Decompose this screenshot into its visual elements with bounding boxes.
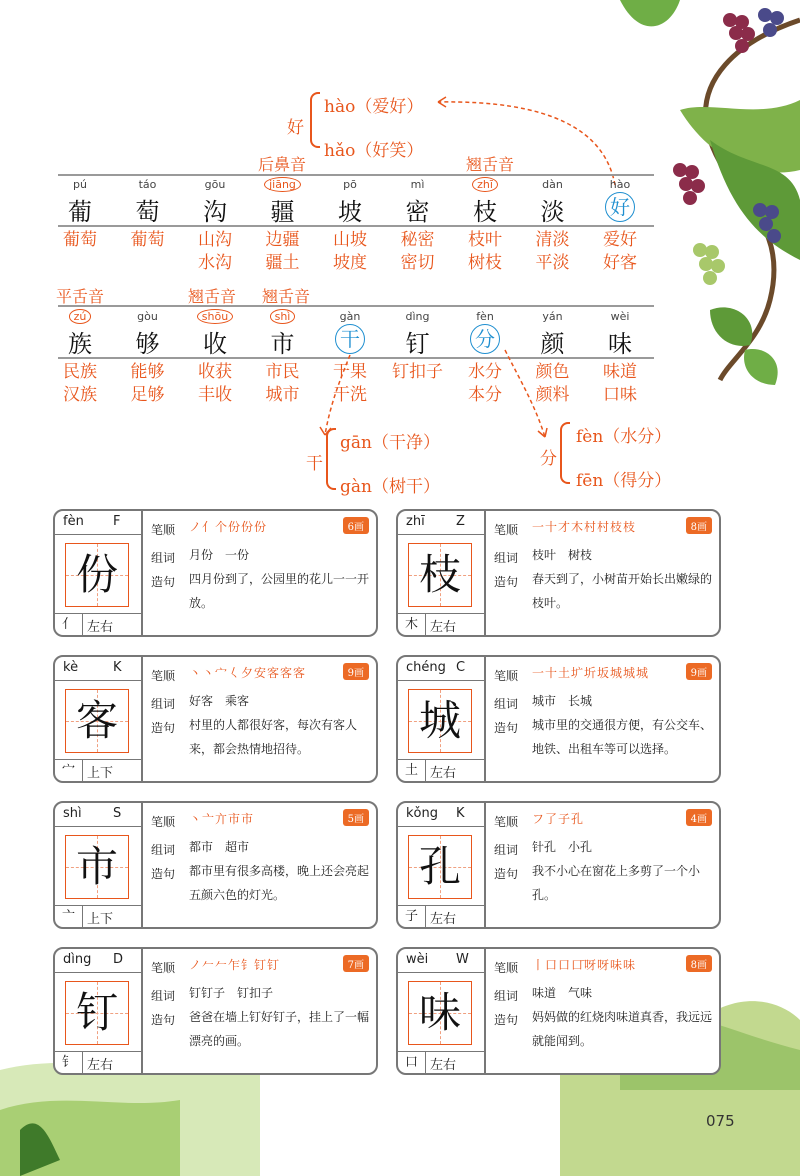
card-structure: 上下	[87, 766, 114, 781]
poly-hao-char: 好	[287, 118, 304, 138]
poly-gan-brace	[326, 428, 336, 490]
card-pinyin: chéng	[406, 660, 446, 675]
row1-word: 好客	[603, 253, 637, 273]
strokes-label: 笔顺	[151, 523, 176, 537]
note-qiaoshe-3: 翘舌音	[262, 287, 311, 306]
sentence-label: 造句	[494, 721, 519, 735]
row1-pinyin: pō	[343, 178, 357, 191]
poly-hao-reading-2: hǎo（好笑）	[324, 141, 424, 161]
card-radical: 亻	[55, 614, 83, 636]
rule-bottom-1	[58, 225, 654, 227]
card-words: 都市 超市	[189, 840, 250, 854]
row2-word: 干果	[333, 362, 367, 382]
poly-fen-reading-1: fèn（水分）	[576, 427, 672, 447]
char-card	[396, 947, 721, 1075]
row2-char: 味	[608, 330, 632, 358]
card-radical: 口	[398, 1052, 426, 1074]
card-sentence: 村里的人都很好客，每次有客人来，都会热情地招待。	[189, 718, 358, 756]
strokes-label: 笔顺	[151, 815, 176, 829]
sentence-label: 造句	[151, 721, 176, 735]
row1-word: 疆土	[265, 253, 300, 273]
strokes-label: 笔顺	[494, 523, 519, 537]
card-char: 客	[75, 696, 118, 745]
card-words: 城市 长城	[532, 694, 593, 708]
card-strokes: 丶亠亣市市	[189, 812, 255, 826]
row2-char: 钉	[405, 330, 430, 358]
words-label: 组词	[494, 697, 519, 711]
char-card	[396, 655, 721, 783]
strokes-label: 笔顺	[494, 669, 519, 683]
tianzige-grid	[408, 835, 472, 899]
row2-word: 味道	[603, 362, 637, 382]
note-pingshe: 平舌音	[56, 287, 105, 306]
row1-pinyin: jiāng	[253, 178, 313, 191]
card-radical: 木	[398, 614, 426, 636]
row2-word: 颜料	[535, 385, 570, 405]
card-char: 钉	[75, 988, 118, 1037]
strokes-label: 笔顺	[151, 669, 176, 683]
card-pinyin: zhī	[406, 514, 425, 529]
words-label: 组词	[151, 989, 176, 1003]
rule-top-2	[58, 305, 654, 307]
card-radical: 亠	[55, 906, 83, 928]
row1-pinyin: gōu	[204, 178, 226, 191]
row1-word: 平淡	[535, 253, 570, 273]
char-card	[53, 947, 378, 1075]
words-label: 组词	[151, 843, 176, 857]
row1-word: 清淡	[535, 230, 570, 250]
card-words: 枝叶 树枝	[532, 548, 593, 562]
poly-fen-char: 分	[540, 449, 557, 469]
card-letter: W	[456, 952, 469, 967]
row2-word: 丰收	[198, 385, 232, 405]
card-left-panel	[398, 949, 486, 1073]
row2-word: 能够	[130, 362, 165, 382]
row1-words	[248, 229, 318, 275]
row2-char: 分	[455, 324, 515, 354]
strokes-label: 笔顺	[494, 815, 519, 829]
note-qiaoshe-1: 翘舌音	[466, 155, 515, 174]
card-sentence: 城市里的交通很方便，有公交车、地铁、出租车等可以选择。	[532, 718, 713, 756]
card-sentence: 都市里有很多高楼，晚上还会亮起五颜六色的灯光。	[189, 864, 370, 902]
row1-word: 边疆	[265, 230, 300, 250]
card-left-panel	[398, 657, 486, 781]
char-card	[53, 655, 378, 783]
stroke-count-badge: 6画	[343, 517, 369, 534]
row1-pinyin: pú	[73, 178, 87, 191]
card-left-panel	[55, 803, 143, 927]
card-bottom-row	[398, 613, 486, 635]
words-label: 组词	[494, 989, 519, 1003]
card-pinyin-row	[398, 657, 486, 681]
row1-char: 密	[405, 198, 430, 226]
card-words: 月份 一份	[189, 548, 250, 562]
row2-pinyin: shì	[253, 310, 313, 323]
card-right-panel	[494, 949, 716, 1073]
card-left-panel	[398, 803, 486, 927]
poly-hao-reading-1: hào（爱好）	[324, 97, 424, 117]
card-pinyin: fèn	[63, 514, 84, 529]
rule-top-1	[58, 174, 654, 176]
card-left-panel	[398, 511, 486, 635]
row2-word: 收获	[198, 362, 232, 382]
stroke-count-badge: 5画	[343, 809, 369, 826]
card-sentence: 我不小心在窗花上多剪了一个小孔。	[532, 864, 701, 902]
sentence-label: 造句	[151, 575, 176, 589]
card-bottom-row	[398, 905, 486, 927]
row1-words	[518, 229, 588, 275]
card-structure: 上下	[87, 912, 114, 927]
row1-word: 水沟	[198, 253, 232, 273]
card-sentence: 四月份到了，公园里的花儿一一开放。	[189, 572, 370, 610]
card-pinyin: dìng	[63, 952, 92, 967]
poly-gan-reading-2: gàn（树干）	[340, 477, 440, 497]
card-right-panel	[494, 511, 716, 635]
row1-words	[315, 229, 385, 275]
sentence-label: 造句	[494, 575, 519, 589]
char-card	[396, 801, 721, 929]
tianzige-grid	[65, 543, 129, 607]
card-left-panel	[55, 657, 143, 781]
row2-words	[45, 361, 115, 407]
words-label: 组词	[494, 843, 519, 857]
row2-word: 口味	[603, 385, 637, 405]
card-letter: D	[113, 952, 124, 967]
row2-word: 市民	[265, 362, 300, 382]
row1-word: 树枝	[468, 253, 502, 273]
row2-char: 干	[320, 324, 380, 354]
stroke-count-badge: 8画	[686, 517, 712, 534]
strokes-label: 笔顺	[494, 961, 519, 975]
card-letter: S	[113, 806, 122, 821]
card-pinyin-row	[398, 803, 486, 827]
row2-char: 市	[270, 330, 295, 358]
card-pinyin-row	[55, 949, 143, 973]
poly-fen-reading-2: fēn（得分）	[576, 471, 672, 491]
row1-word: 密切	[400, 253, 435, 273]
row1-word: 葡萄	[63, 230, 97, 250]
row1-pinyin: mì	[410, 178, 425, 191]
row1-words	[45, 229, 115, 252]
card-letter: Z	[456, 514, 465, 529]
card-right-panel	[151, 803, 373, 927]
card-char: 味	[418, 988, 461, 1037]
sentence-label: 造句	[151, 867, 176, 881]
row1-word: 坡度	[333, 253, 367, 273]
row1-char: 淡	[540, 198, 565, 226]
card-right-panel	[151, 949, 373, 1073]
card-right-panel	[151, 657, 373, 781]
sentence-label: 造句	[494, 1013, 519, 1027]
card-sentence: 爸爸在墙上钉好钉子，挂上了一幅漂亮的画。	[189, 1010, 370, 1048]
card-pinyin-row	[55, 803, 143, 827]
poly-gan-reading-1: gān（干净）	[340, 433, 440, 453]
card-strokes: 丨口口口̄呀呀味味	[532, 958, 637, 972]
card-char: 枝	[418, 550, 461, 599]
row2-pinyin: zú	[50, 310, 110, 323]
row1-word: 山坡	[333, 230, 367, 250]
card-words: 钉钉子 钉扣子	[189, 986, 274, 1000]
stroke-count-badge: 9画	[343, 663, 369, 680]
card-letter: F	[113, 514, 121, 529]
card-strokes: 一十土圹圻坂城城城	[532, 666, 650, 680]
row2-pinyin: gàn	[339, 310, 361, 323]
card-right-panel	[494, 803, 716, 927]
card-words: 好客 乘客	[189, 694, 250, 708]
stroke-count-badge: 9画	[686, 663, 712, 680]
card-radical: 宀	[55, 760, 83, 782]
card-strokes: フ了子孔	[532, 812, 585, 826]
card-structure: 左右	[430, 620, 457, 635]
tianzige-grid	[408, 981, 472, 1045]
card-strokes: ノ亻个份份份	[189, 520, 268, 534]
row2-char: 颜	[540, 330, 565, 358]
page-number: 075	[706, 1112, 735, 1130]
row2-char: 收	[203, 330, 227, 358]
strokes-label: 笔顺	[151, 961, 176, 975]
tianzige-grid	[65, 835, 129, 899]
card-radical: 子	[398, 906, 426, 928]
row1-char: 萄	[135, 198, 160, 226]
row1-words	[180, 229, 250, 275]
card-words: 针孔 小孔	[532, 840, 593, 854]
row2-words	[585, 361, 655, 407]
card-strokes: 一十才木村村枝枝	[532, 520, 637, 534]
card-pinyin-row	[398, 511, 486, 535]
row2-word: 钉扣子	[392, 362, 443, 382]
row1-word: 葡萄	[130, 230, 165, 250]
card-radical: 钅	[55, 1052, 83, 1074]
card-bottom-row	[55, 1051, 143, 1073]
poly-hao-brace	[310, 92, 320, 148]
card-pinyin-row	[55, 511, 143, 535]
row2-word: 干洗	[333, 385, 367, 405]
note-houbiyin: 后鼻音	[258, 155, 307, 174]
row1-word: 枝叶	[468, 230, 502, 250]
card-bottom-row	[55, 613, 143, 635]
row1-pinyin: hào	[609, 178, 631, 191]
row1-pinyin: dàn	[542, 178, 563, 191]
char-card	[396, 509, 721, 637]
card-radical: 土	[398, 760, 426, 782]
row2-word: 颜色	[535, 362, 570, 382]
row2-pinyin: gòu	[137, 310, 158, 323]
card-pinyin: shì	[63, 806, 82, 821]
row1-char: 葡	[68, 198, 92, 226]
card-letter: C	[456, 660, 466, 675]
card-pinyin-row	[55, 657, 143, 681]
card-char: 份	[75, 550, 118, 599]
row1-words	[383, 229, 453, 275]
row2-words	[383, 361, 453, 384]
row2-word: 足够	[130, 385, 165, 405]
stroke-count-badge: 4画	[686, 809, 712, 826]
row2-pinyin: yán	[542, 310, 563, 323]
sentence-label: 造句	[151, 1013, 176, 1027]
row2-word: 汉族	[63, 385, 97, 405]
row2-char: 族	[68, 330, 92, 358]
row2-words	[113, 361, 183, 407]
card-left-panel	[55, 949, 143, 1073]
card-pinyin-row	[398, 949, 486, 973]
card-bottom-row	[55, 905, 143, 927]
card-structure: 左右	[430, 766, 457, 781]
card-strokes: ノ𠂉𠂉乍钅钉钉	[189, 958, 281, 972]
row1-pinyin: táo	[138, 178, 157, 191]
card-structure: 左右	[430, 1058, 457, 1073]
row1-pinyin: zhī	[455, 178, 515, 191]
tianzige-grid	[408, 689, 472, 753]
words-label: 组词	[151, 551, 176, 565]
tianzige-grid	[65, 689, 129, 753]
row2-word: 民族	[63, 362, 97, 382]
words-label: 组词	[151, 697, 176, 711]
poly-gan-char: 干	[306, 454, 323, 474]
row1-word: 爱好	[603, 230, 637, 250]
row2-pinyin: shōu	[185, 310, 245, 323]
card-pinyin: kǒng	[406, 806, 438, 821]
char-card	[53, 509, 378, 637]
card-left-panel	[55, 511, 143, 635]
card-sentence: 妈妈做的红烧肉味道真香，我远远就能闻到。	[532, 1010, 713, 1048]
row1-word: 山沟	[198, 230, 232, 250]
tianzige-grid	[408, 543, 472, 607]
row2-word: 水分	[468, 362, 502, 382]
stroke-count-badge: 8画	[686, 955, 712, 972]
card-words: 味道 气味	[532, 986, 593, 1000]
card-bottom-row	[398, 1051, 486, 1073]
row2-pinyin: fèn	[476, 310, 494, 323]
card-pinyin: kè	[63, 660, 79, 675]
row1-char: 枝	[473, 198, 497, 226]
card-sentence: 春天到了，小树苗开始长出嫩绿的枝叶。	[532, 572, 713, 610]
row2-pinyin: dìng	[405, 310, 430, 323]
card-letter: K	[113, 660, 122, 675]
row1-char: 沟	[203, 198, 227, 226]
card-structure: 左右	[87, 620, 114, 635]
char-card	[53, 801, 378, 929]
card-char: 孔	[418, 842, 461, 891]
row2-word: 本分	[468, 385, 502, 405]
tianzige-grid	[65, 981, 129, 1045]
row1-char: 疆	[270, 198, 295, 226]
card-structure: 左右	[87, 1058, 114, 1073]
card-letter: K	[456, 806, 465, 821]
row2-char: 够	[135, 330, 160, 358]
card-right-panel	[494, 657, 716, 781]
poly-fen-brace	[560, 422, 570, 484]
card-char: 市	[75, 842, 118, 891]
row1-char: 坡	[338, 198, 362, 226]
card-char: 城	[418, 696, 461, 745]
row1-words	[113, 229, 183, 252]
card-structure: 左右	[430, 912, 457, 927]
row2-word: 城市	[265, 385, 300, 405]
row2-words	[180, 361, 250, 407]
card-bottom-row	[398, 759, 486, 781]
row1-word: 秘密	[400, 230, 435, 250]
row2-pinyin: wèi	[610, 310, 630, 323]
note-qiaoshe-2: 翘舌音	[188, 287, 237, 306]
card-right-panel	[151, 511, 373, 635]
stroke-count-badge: 7画	[343, 955, 369, 972]
words-label: 组词	[494, 551, 519, 565]
card-bottom-row	[55, 759, 143, 781]
card-strokes: 丶丶宀𡿨夕安客客客	[189, 666, 307, 680]
sentence-label: 造句	[494, 867, 519, 881]
card-pinyin: wèi	[406, 952, 429, 967]
row1-char: 好	[590, 192, 650, 222]
row1-words	[450, 229, 520, 275]
row1-words	[585, 229, 655, 275]
